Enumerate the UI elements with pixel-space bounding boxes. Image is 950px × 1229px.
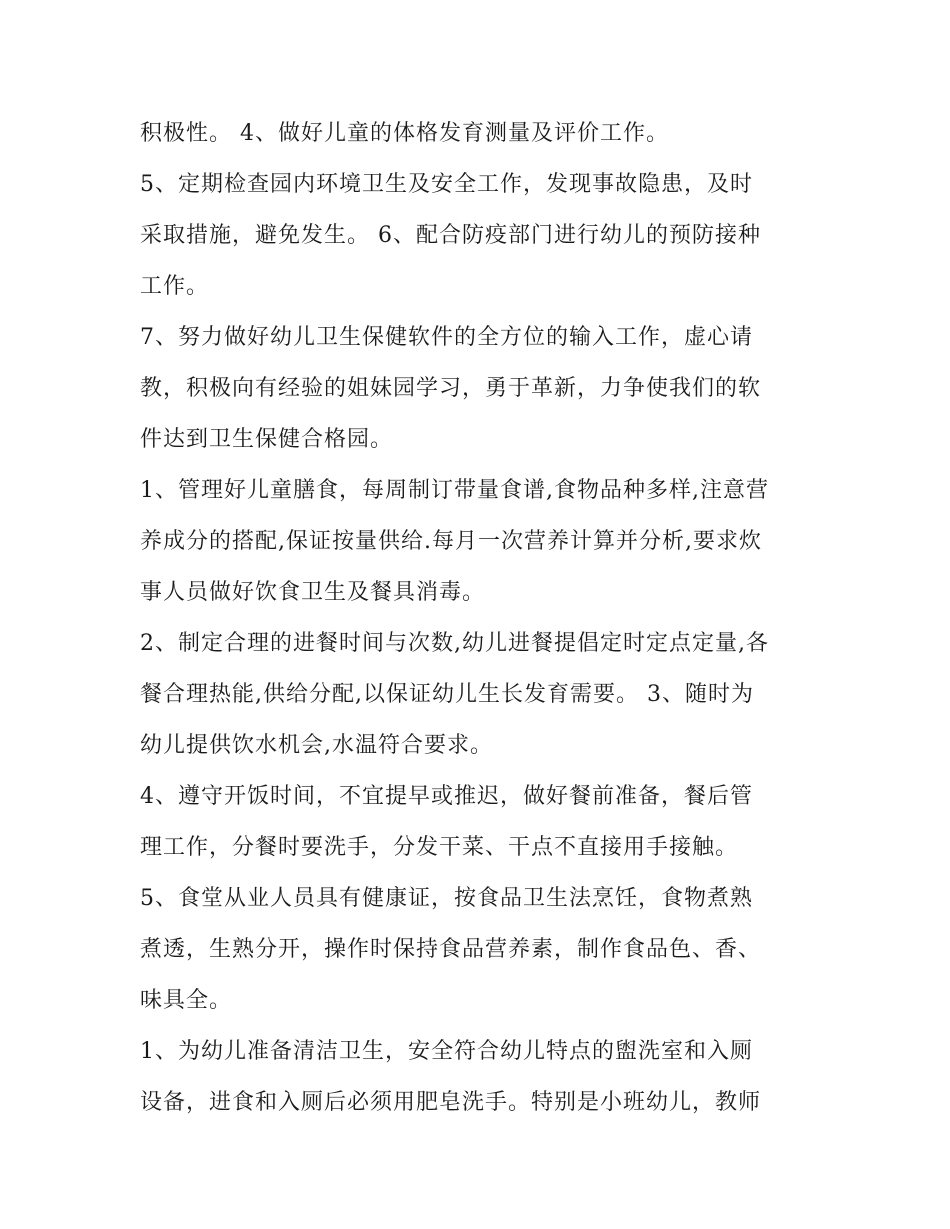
paragraph (140, 108, 820, 159)
text-line: 养成分的搭配,保证按量供给.每月一次营养计算并分析,要求炊 (140, 529, 762, 554)
text-line: 餐合理热能,供给分配,以保证幼儿生长发育需要。 3、随时为 (140, 682, 754, 707)
text-line: 积极性。 4、做好儿童的体格发育测量及评价工作。 (140, 121, 669, 146)
text-line: 味具全。 (140, 988, 233, 1013)
paragraph (140, 771, 820, 873)
paragraph (140, 465, 820, 618)
text-line: 工作。 (140, 274, 210, 299)
text-line: 事人员做好饮食卫生及餐具消毒。 (140, 580, 486, 605)
text-line: 煮透，生熟分开，操作时保持食品营养素，制作食品色、香、 (140, 937, 762, 962)
text-line: 理工作，分餐时要洗手，分发干菜、干点不直接用手接触。 (140, 835, 739, 860)
paragraph (140, 312, 820, 465)
paragraph (140, 159, 820, 312)
text-line: 1、为幼儿准备清洁卫生，安全符合幼儿特点的盥洗室和入厕 (140, 1039, 753, 1064)
text-line: 2、制定合理的进餐时间与次数,幼儿进餐提倡定时定点定量,各 (140, 631, 769, 656)
text-line: 采取措施，避免发生。 6、配合防疫部门进行幼儿的预防接种 (140, 223, 761, 248)
text-line: 教，积极向有经验的姐妹园学习，勇于革新，力争使我们的软 (140, 376, 762, 401)
paragraph (140, 1026, 820, 1128)
text-line: 5、定期检查园内环境卫生及安全工作，发现事故隐患，及时 (140, 172, 753, 197)
paragraph (140, 873, 820, 1026)
text-line: 幼儿提供饮水机会,水温符合要求。 (140, 733, 493, 758)
text-line: 4、遵守开饭时间，不宜提早或推迟，做好餐前准备，餐后管 (140, 784, 753, 809)
paragraph (140, 618, 820, 771)
text-line: 7、努力做好幼儿卫生保健软件的全方位的输入工作，虚心请 (140, 325, 753, 350)
text-line: 设备，进食和入厕后必须用肥皂洗手。特别是小班幼儿，教师 (140, 1090, 762, 1115)
text-line: 件达到卫生保健合格园。 (140, 427, 394, 452)
document-body (140, 108, 820, 1128)
text-line: 1、管理好儿童膳食，每周制订带量食谱,食物品种多样,注意营 (140, 478, 769, 503)
text-line: 5、食堂从业人员具有健康证，按食品卫生法烹饪，食物煮熟 (140, 886, 753, 911)
